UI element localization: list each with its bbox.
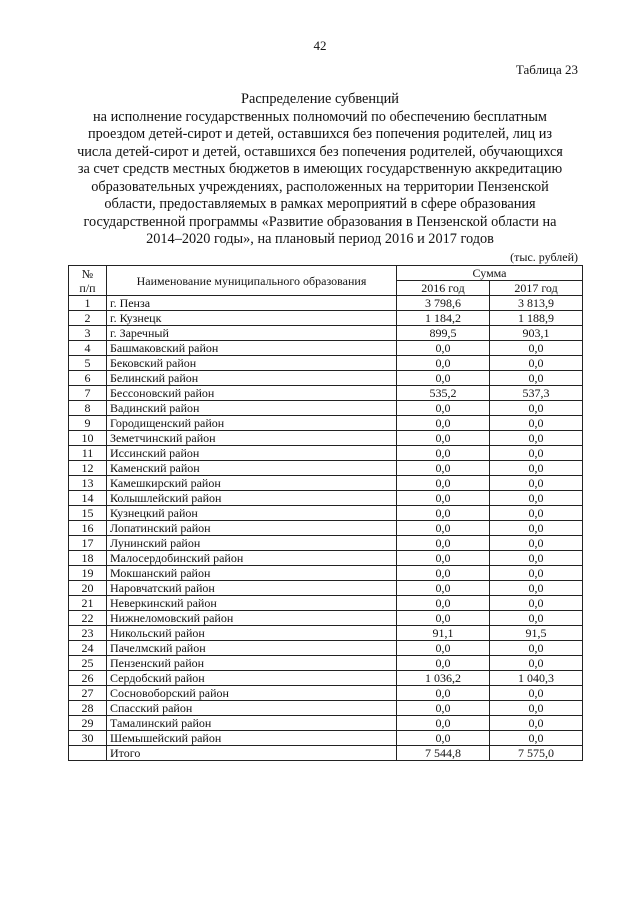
- region-name: Итого: [107, 746, 397, 761]
- table-row: [69, 371, 583, 386]
- title-line: государственной программы «Развитие образования в Пензенской области на: [83, 213, 557, 230]
- table-row: [69, 356, 583, 371]
- region-name: Колышлейский район: [107, 491, 397, 506]
- region-name: г. Пенза: [107, 296, 397, 311]
- value-2017: 0,0: [490, 566, 583, 581]
- row-number: 5: [69, 356, 107, 371]
- region-name: Лопатинский район: [107, 521, 397, 536]
- row-number: 16: [69, 521, 107, 536]
- row-number: 10: [69, 431, 107, 446]
- row-number: 13: [69, 476, 107, 491]
- region-name: Мокшанский район: [107, 566, 397, 581]
- title-line: 2014–2020 годы», на плановый период 2016 и 2017 годов: [146, 231, 494, 247]
- region-name: Сосновоборский район: [107, 686, 397, 701]
- table-row: [69, 686, 583, 701]
- units-label: (тыс. рублей): [510, 250, 578, 264]
- row-number: 9: [69, 416, 107, 431]
- table-row: [69, 611, 583, 626]
- region-name: Шемышейский район: [107, 731, 397, 746]
- value-2017: 0,0: [490, 716, 583, 731]
- header-number: № п/п: [69, 266, 107, 296]
- value-2016: 0,0: [397, 701, 490, 716]
- table-row: [69, 311, 583, 326]
- title-line: области, предоставляемых в рамках мероприятий в сфере образования: [104, 196, 536, 212]
- row-number: 26: [69, 671, 107, 686]
- value-2017: 0,0: [490, 446, 583, 461]
- row-number: 24: [69, 641, 107, 656]
- value-2016: 0,0: [397, 431, 490, 446]
- value-2016: 0,0: [397, 686, 490, 701]
- table-row: [69, 476, 583, 491]
- value-2016: 0,0: [397, 506, 490, 521]
- value-2016: 899,5: [397, 326, 490, 341]
- row-number: 23: [69, 626, 107, 641]
- table-row: [69, 401, 583, 416]
- region-name: Иссинский район: [107, 446, 397, 461]
- table-caption: Таблица 23: [515, 62, 578, 77]
- value-2017: 0,0: [490, 581, 583, 596]
- region-name: Каменский район: [107, 461, 397, 476]
- region-name: Пачелмский район: [107, 641, 397, 656]
- value-2016: 0,0: [397, 551, 490, 566]
- region-name: г. Заречный: [107, 326, 397, 341]
- row-number: 25: [69, 656, 107, 671]
- row-number: 4: [69, 341, 107, 356]
- table-row: [69, 731, 583, 746]
- document-title: [58, 91, 582, 249]
- total-row: [69, 746, 583, 761]
- value-2016: 0,0: [397, 536, 490, 551]
- title-line: Распределение субвенций: [241, 91, 399, 107]
- value-2017: 0,0: [490, 596, 583, 611]
- value-2016: 0,0: [397, 341, 490, 356]
- header-name: Наименование муниципального образования: [107, 266, 397, 296]
- subvention-table: [68, 265, 583, 761]
- row-number: 18: [69, 551, 107, 566]
- row-number: 20: [69, 581, 107, 596]
- value-2017: 0,0: [490, 551, 583, 566]
- table-row: [69, 671, 583, 686]
- value-2017: 537,3: [490, 386, 583, 401]
- row-number: 1: [69, 296, 107, 311]
- region-name: Лунинский район: [107, 536, 397, 551]
- row-number: 12: [69, 461, 107, 476]
- value-2017: 0,0: [490, 416, 583, 431]
- region-name: Спасский район: [107, 701, 397, 716]
- table-row: [69, 446, 583, 461]
- value-2017: 0,0: [490, 356, 583, 371]
- value-2016: 0,0: [397, 446, 490, 461]
- region-name: Камешкирский район: [107, 476, 397, 491]
- row-number: 14: [69, 491, 107, 506]
- row-number: 28: [69, 701, 107, 716]
- value-2016: 1 036,2: [397, 671, 490, 686]
- table-row: [69, 551, 583, 566]
- region-name: Никольский район: [107, 626, 397, 641]
- value-2016: 0,0: [397, 476, 490, 491]
- value-2016: 3 798,6: [397, 296, 490, 311]
- region-name: Земетчинский район: [107, 431, 397, 446]
- value-2016: 535,2: [397, 386, 490, 401]
- region-name: Белинский район: [107, 371, 397, 386]
- value-2017: 903,1: [490, 326, 583, 341]
- row-number: 11: [69, 446, 107, 461]
- value-2016: 0,0: [397, 611, 490, 626]
- value-2017: 0,0: [490, 401, 583, 416]
- table-row: [69, 641, 583, 656]
- value-2017: 0,0: [490, 536, 583, 551]
- table-row: [69, 431, 583, 446]
- value-2016: 0,0: [397, 401, 490, 416]
- value-2017: 91,5: [490, 626, 583, 641]
- value-2017: 0,0: [490, 656, 583, 671]
- value-2017: 0,0: [490, 611, 583, 626]
- table-row: [69, 701, 583, 716]
- row-number: 15: [69, 506, 107, 521]
- header-2016: 2016 год: [397, 281, 490, 296]
- row-number: 21: [69, 596, 107, 611]
- table-row: [69, 506, 583, 521]
- table-row: [69, 536, 583, 551]
- region-name: Бековский район: [107, 356, 397, 371]
- value-2016: 0,0: [397, 566, 490, 581]
- value-2017: 0,0: [490, 701, 583, 716]
- value-2016: 7 544,8: [397, 746, 490, 761]
- table-row: [69, 596, 583, 611]
- value-2016: 0,0: [397, 416, 490, 431]
- value-2016: 91,1: [397, 626, 490, 641]
- region-name: Башмаковский район: [107, 341, 397, 356]
- value-2017: 0,0: [490, 506, 583, 521]
- row-number: 19: [69, 566, 107, 581]
- region-name: Кузнецкий район: [107, 506, 397, 521]
- value-2016: 0,0: [397, 641, 490, 656]
- value-2017: 0,0: [490, 461, 583, 476]
- title-line: числа детей-сирот и детей, оставшихся без попечения родителей, обучающихся: [77, 143, 563, 160]
- region-name: Бессоновский район: [107, 386, 397, 401]
- title-line: образовательных учреждениях, расположенных на территории Пензенской: [91, 178, 549, 195]
- table-row: [69, 461, 583, 476]
- value-2017: 0,0: [490, 686, 583, 701]
- title-line: проездом детей-сирот и детей, оставшихся без попечения родителей, лиц из: [87, 126, 553, 142]
- row-number: 8: [69, 401, 107, 416]
- region-name: Тамалинский район: [107, 716, 397, 731]
- table-row: [69, 341, 583, 356]
- value-2016: 0,0: [397, 731, 490, 746]
- value-2017: 1 188,9: [490, 311, 583, 326]
- region-name: г. Кузнецк: [107, 311, 397, 326]
- value-2017: 0,0: [490, 476, 583, 491]
- table-row: [69, 296, 583, 311]
- table-row: [69, 386, 583, 401]
- value-2016: 0,0: [397, 521, 490, 536]
- title-line: на исполнение государственных полномочий по обеспечению бесплатным: [93, 108, 547, 125]
- table-row: [69, 326, 583, 341]
- value-2016: 1 184,2: [397, 311, 490, 326]
- table-row: [69, 626, 583, 641]
- region-name: Вадинский район: [107, 401, 397, 416]
- region-name: Городищенский район: [107, 416, 397, 431]
- table-row: [69, 656, 583, 671]
- value-2016: 0,0: [397, 461, 490, 476]
- row-number: 2: [69, 311, 107, 326]
- region-name: Наровчатский район: [107, 581, 397, 596]
- region-name: Неверкинский район: [107, 596, 397, 611]
- region-name: Нижнеломовский район: [107, 611, 397, 626]
- value-2017: 0,0: [490, 371, 583, 386]
- value-2017: 7 575,0: [490, 746, 583, 761]
- header-2017: 2017 год: [490, 281, 583, 296]
- value-2017: 0,0: [490, 731, 583, 746]
- value-2017: 3 813,9: [490, 296, 583, 311]
- table-row: [69, 716, 583, 731]
- value-2016: 0,0: [397, 716, 490, 731]
- title-line: за счет средств местных бюджетов в имеющих государственную аккредитацию: [77, 161, 563, 177]
- row-number: 30: [69, 731, 107, 746]
- row-number: 22: [69, 611, 107, 626]
- value-2016: 0,0: [397, 491, 490, 506]
- value-2017: 0,0: [490, 521, 583, 536]
- value-2016: 0,0: [397, 356, 490, 371]
- row-number: 3: [69, 326, 107, 341]
- row-number: 27: [69, 686, 107, 701]
- table-row: [69, 566, 583, 581]
- value-2017: 0,0: [490, 431, 583, 446]
- region-name: Сердобский район: [107, 671, 397, 686]
- row-number: [69, 746, 107, 761]
- value-2017: 0,0: [490, 641, 583, 656]
- value-2016: 0,0: [397, 581, 490, 596]
- region-name: Пензенский район: [107, 656, 397, 671]
- table-row: [69, 581, 583, 596]
- row-number: 7: [69, 386, 107, 401]
- row-number: 6: [69, 371, 107, 386]
- region-name: Малосердобинский район: [107, 551, 397, 566]
- row-number: 17: [69, 536, 107, 551]
- value-2016: 0,0: [397, 656, 490, 671]
- header-sum: Сумма: [397, 266, 583, 281]
- value-2016: 0,0: [397, 371, 490, 386]
- value-2017: 1 040,3: [490, 671, 583, 686]
- value-2017: 0,0: [490, 491, 583, 506]
- page-number: 42: [313, 38, 327, 53]
- table-body: [69, 296, 583, 761]
- value-2017: 0,0: [490, 341, 583, 356]
- value-2016: 0,0: [397, 596, 490, 611]
- row-number: 29: [69, 716, 107, 731]
- table-row: [69, 521, 583, 536]
- table-row: [69, 491, 583, 506]
- table-row: [69, 416, 583, 431]
